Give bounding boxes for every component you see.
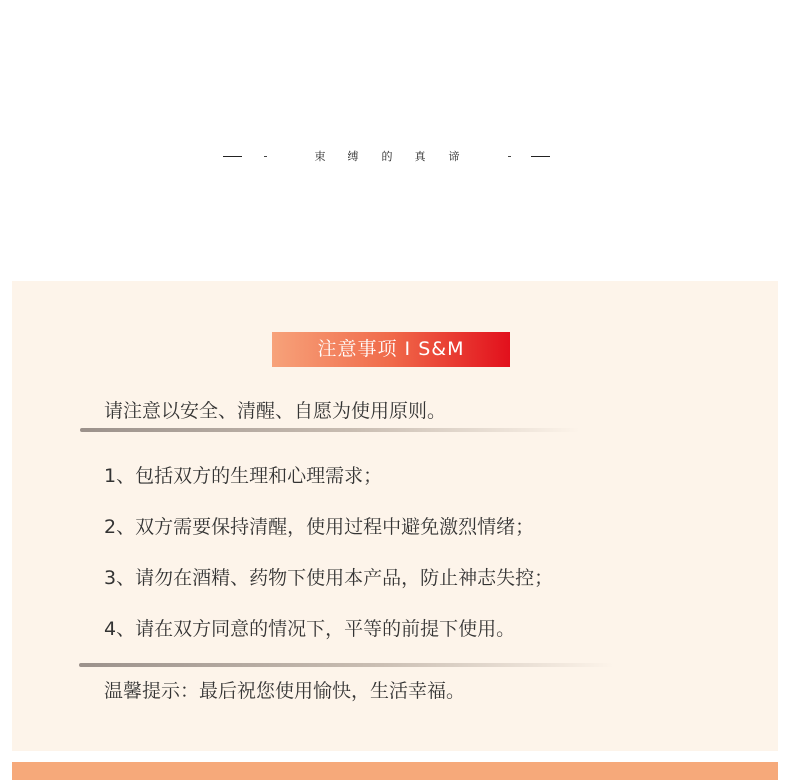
list-item: 2、双方需要保持清醒，使用过程中避免激烈情绪； <box>104 516 535 538</box>
divider <box>79 663 614 667</box>
title-right-dot <box>508 156 511 157</box>
list-item: 3、请勿在酒精、药物下使用本产品，防止神志失控； <box>104 567 554 589</box>
title-char: 缚 <box>347 150 359 163</box>
divider <box>80 428 580 432</box>
list-item: 1、包括双方的生理和心理需求； <box>104 465 383 487</box>
notice-intro: 请注意以安全、清醒、自愿为使用原则。 <box>104 400 447 422</box>
title-char: 的 <box>381 150 393 163</box>
notice-list <box>104 462 553 666</box>
notice-badge: 注意事项 I S&M <box>272 332 510 367</box>
title-left-dot <box>264 156 267 157</box>
title-right-line <box>531 156 550 157</box>
title-left-line <box>223 156 242 157</box>
title-char: 谛 <box>448 150 460 163</box>
title-char: 束 <box>314 150 326 163</box>
section-title <box>0 147 790 167</box>
title-char: 真 <box>414 150 426 163</box>
list-item: 4、请在双方同意的情况下，平等的前提下使用。 <box>104 618 516 640</box>
bottom-bar <box>12 762 778 780</box>
warm-tip: 温馨提示：最后祝您使用愉快，生活幸福。 <box>104 680 466 702</box>
